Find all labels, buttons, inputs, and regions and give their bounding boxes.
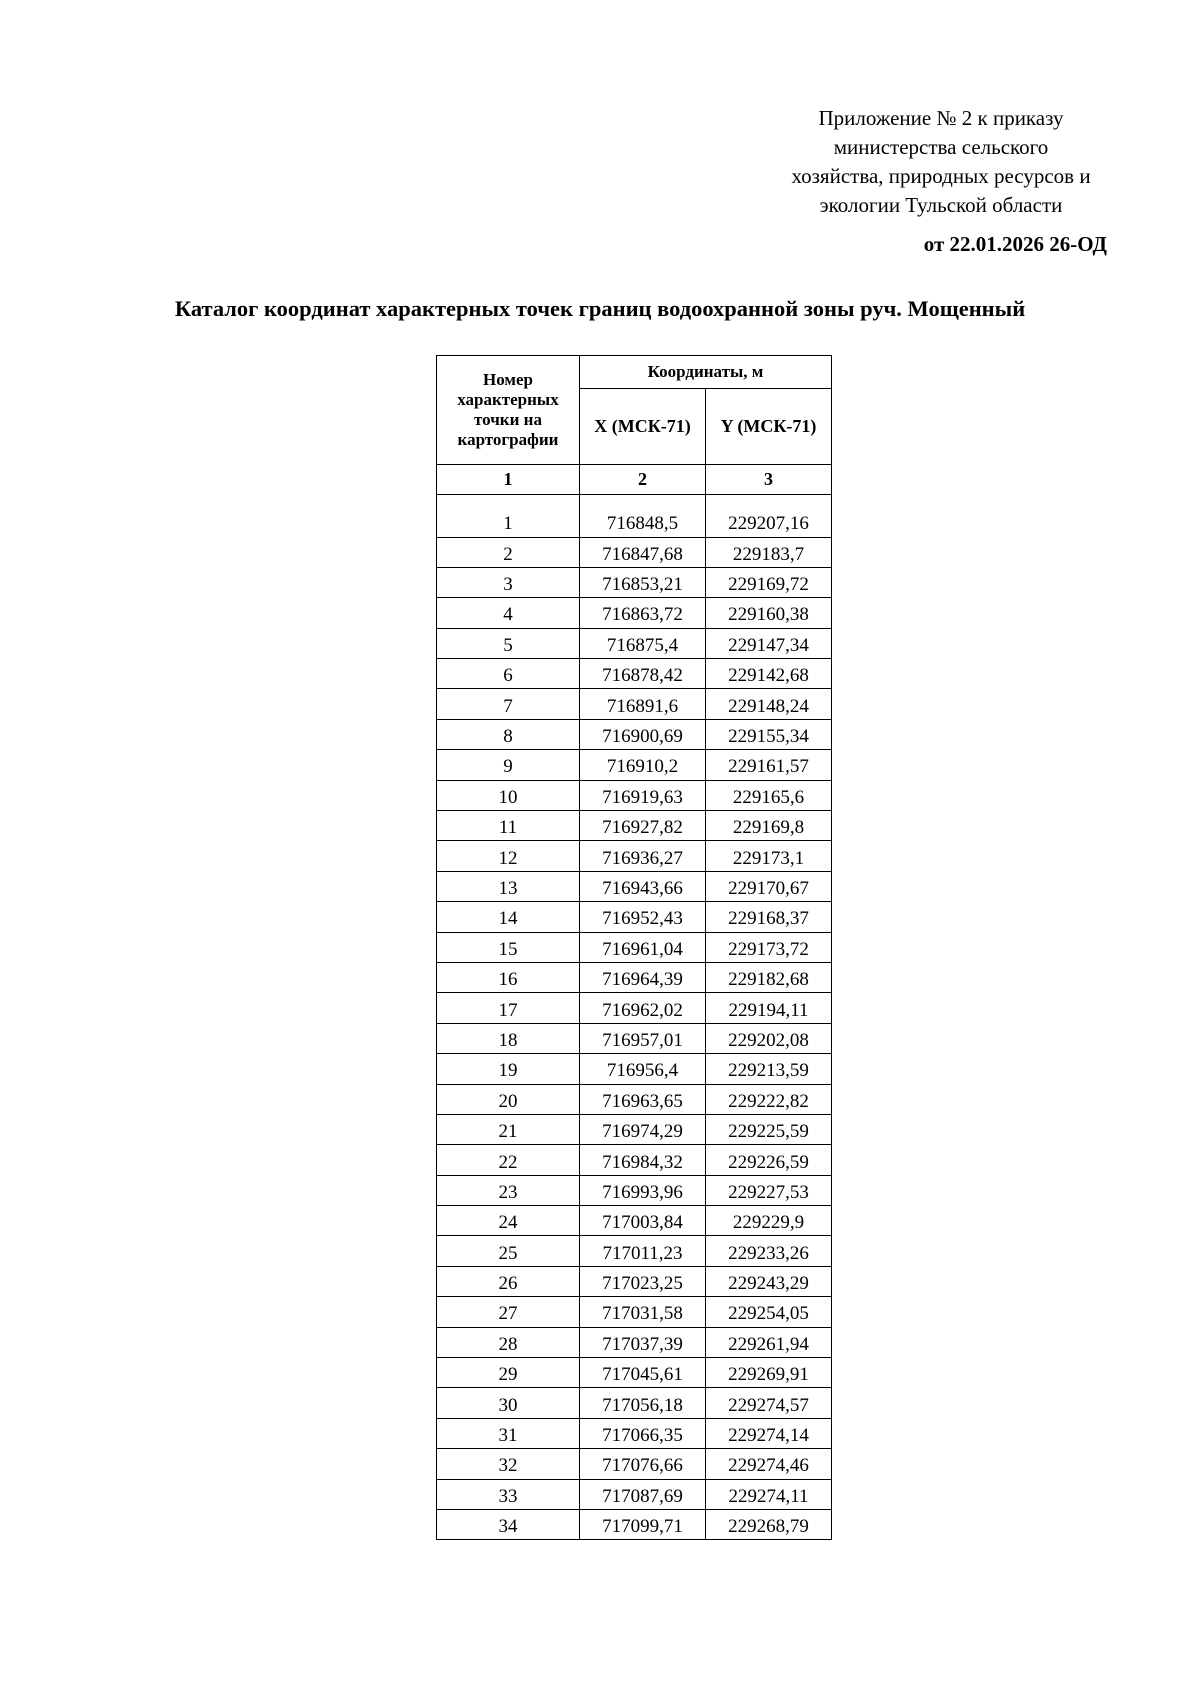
point-number-cell: 14: [437, 902, 580, 932]
point-number-cell: 5: [437, 628, 580, 658]
x-coordinate-cell: 717099,71: [580, 1510, 706, 1540]
point-number-cell: 20: [437, 1084, 580, 1114]
table-row: [437, 841, 832, 871]
point-number-cell: 26: [437, 1266, 580, 1296]
y-coordinate-cell: 229142,68: [706, 659, 832, 689]
x-coordinate-cell: 716957,01: [580, 1023, 706, 1053]
point-number-cell: 8: [437, 719, 580, 749]
y-coordinate-cell: 229147,34: [706, 628, 832, 658]
table-row: [437, 871, 832, 901]
y-coordinate-cell: 229173,1: [706, 841, 832, 871]
x-coordinate-cell: 717066,35: [580, 1418, 706, 1448]
y-coordinate-cell: 229268,79: [706, 1510, 832, 1540]
point-number-cell: 16: [437, 962, 580, 992]
y-coordinate-cell: 229269,91: [706, 1358, 832, 1388]
x-coordinate-cell: 716936,27: [580, 841, 706, 871]
x-coordinate-cell: 716943,66: [580, 871, 706, 901]
table-row: [437, 628, 832, 658]
y-coordinate-cell: 229148,24: [706, 689, 832, 719]
x-coordinate-cell: 717011,23: [580, 1236, 706, 1266]
spacer-cell: [437, 495, 580, 508]
y-coordinate-cell: 229243,29: [706, 1266, 832, 1296]
x-coordinate-cell: 716910,2: [580, 750, 706, 780]
table-row: [437, 1449, 832, 1479]
y-coordinate-cell: 229183,7: [706, 537, 832, 567]
point-number-header: Номер характерных точки на картографии: [437, 356, 580, 465]
point-number-cell: 27: [437, 1297, 580, 1327]
table-row: [437, 1388, 832, 1418]
x-coordinate-cell: 716964,39: [580, 962, 706, 992]
x-coordinate-cell: 716848,5: [580, 507, 706, 537]
point-number-cell: 3: [437, 567, 580, 597]
column-number: 3: [706, 465, 832, 495]
y-coordinate-cell: 229194,11: [706, 993, 832, 1023]
table-row: [437, 780, 832, 810]
x-coordinate-cell: 716952,43: [580, 902, 706, 932]
table-row: [437, 1297, 832, 1327]
x-coordinate-cell: 716878,42: [580, 659, 706, 689]
table-row: [437, 811, 832, 841]
table-row: [437, 719, 832, 749]
y-coordinate-cell: 229169,8: [706, 811, 832, 841]
table-row: [437, 598, 832, 628]
y-coordinate-cell: 229227,53: [706, 1175, 832, 1205]
table-row: [437, 689, 832, 719]
x-coordinate-cell: 716891,6: [580, 689, 706, 719]
table-row: [437, 1145, 832, 1175]
y-coordinate-cell: 229155,34: [706, 719, 832, 749]
appendix-line: Приложение № 2 к приказу: [818, 106, 1064, 130]
y-coordinate-cell: 229229,9: [706, 1206, 832, 1236]
x-coordinate-cell: 716919,63: [580, 780, 706, 810]
point-number-cell: 2: [437, 537, 580, 567]
table-row: [437, 537, 832, 567]
y-coordinate-cell: 229261,94: [706, 1327, 832, 1357]
x-coordinate-cell: 717037,39: [580, 1327, 706, 1357]
y-coordinate-cell: 229233,26: [706, 1236, 832, 1266]
table-row: [437, 1236, 832, 1266]
point-number-cell: 29: [437, 1358, 580, 1388]
table-row: [437, 1479, 832, 1509]
point-number-cell: 30: [437, 1388, 580, 1418]
x-coordinate-cell: 716927,82: [580, 811, 706, 841]
table-row: [437, 993, 832, 1023]
table-row: [437, 659, 832, 689]
point-number-cell: 33: [437, 1479, 580, 1509]
y-coordinate-cell: 229274,11: [706, 1479, 832, 1509]
table-row: [437, 1206, 832, 1236]
point-number-cell: 19: [437, 1054, 580, 1084]
point-number-cell: 7: [437, 689, 580, 719]
y-coordinate-cell: 229274,57: [706, 1388, 832, 1418]
point-number-cell: 15: [437, 932, 580, 962]
y-coordinate-cell: 229254,05: [706, 1297, 832, 1327]
point-number-cell: 6: [437, 659, 580, 689]
y-coordinate-cell: 229170,67: [706, 871, 832, 901]
table-row: [437, 1266, 832, 1296]
appendix-line: экологии Тульской области: [819, 193, 1063, 217]
y-column-header: Y (МСК-71): [706, 389, 832, 465]
y-coordinate-cell: 229173,72: [706, 932, 832, 962]
y-coordinate-cell: 229160,38: [706, 598, 832, 628]
x-coordinate-cell: 716956,4: [580, 1054, 706, 1084]
point-number-cell: 12: [437, 841, 580, 871]
x-coordinate-cell: 716963,65: [580, 1084, 706, 1114]
x-coordinate-cell: 716863,72: [580, 598, 706, 628]
point-number-cell: 24: [437, 1206, 580, 1236]
y-coordinate-cell: 229222,82: [706, 1084, 832, 1114]
coordinates-table: [436, 355, 832, 1540]
table-row: [437, 567, 832, 597]
point-number-cell: 34: [437, 1510, 580, 1540]
y-coordinate-cell: 229226,59: [706, 1145, 832, 1175]
x-coordinate-cell: 716875,4: [580, 628, 706, 658]
point-number-cell: 32: [437, 1449, 580, 1479]
y-coordinate-cell: 229182,68: [706, 962, 832, 992]
table-row: [437, 932, 832, 962]
x-coordinate-cell: 717031,58: [580, 1297, 706, 1327]
table-row: [437, 902, 832, 932]
point-number-cell: 17: [437, 993, 580, 1023]
point-number-cell: 28: [437, 1327, 580, 1357]
table-row: [437, 962, 832, 992]
point-number-cell: 21: [437, 1114, 580, 1144]
table-row: [437, 1175, 832, 1205]
table-row: [437, 1114, 832, 1144]
point-number-cell: 4: [437, 598, 580, 628]
table-body: [437, 495, 832, 1540]
appendix-line: хозяйства, природных ресурсов и: [791, 164, 1091, 188]
x-coordinate-cell: 716974,29: [580, 1114, 706, 1144]
table-header-row: [437, 356, 832, 389]
table-row: [437, 1327, 832, 1357]
x-column-header: X (МСК-71): [580, 389, 706, 465]
spacer-cell: [706, 495, 832, 508]
point-number-cell: 22: [437, 1145, 580, 1175]
point-number-cell: 18: [437, 1023, 580, 1053]
table-row: [437, 1418, 832, 1448]
y-coordinate-cell: 229207,16: [706, 507, 832, 537]
x-coordinate-cell: 716962,02: [580, 993, 706, 1023]
point-number-cell: 13: [437, 871, 580, 901]
x-coordinate-cell: 717056,18: [580, 1388, 706, 1418]
column-number: 1: [437, 465, 580, 495]
column-number-row: [437, 465, 832, 495]
point-number-cell: 11: [437, 811, 580, 841]
table-row: [437, 1054, 832, 1084]
y-coordinate-cell: 229202,08: [706, 1023, 832, 1053]
appendix-note: [760, 104, 1122, 220]
y-coordinate-cell: 229274,46: [706, 1449, 832, 1479]
document-title: Каталог координат характерных точек границ водоохранной зоны руч. Мощенный: [174, 296, 1026, 321]
x-coordinate-cell: 717003,84: [580, 1206, 706, 1236]
y-coordinate-cell: 229161,57: [706, 750, 832, 780]
spacer-cell: [580, 495, 706, 508]
x-coordinate-cell: 716961,04: [580, 932, 706, 962]
table-row: [437, 750, 832, 780]
coordinates-header: Координаты, м: [580, 356, 832, 389]
x-coordinate-cell: 717045,61: [580, 1358, 706, 1388]
point-number-cell: 31: [437, 1418, 580, 1448]
table-row: [437, 1510, 832, 1540]
y-coordinate-cell: 229213,59: [706, 1054, 832, 1084]
table-row: [437, 507, 832, 537]
y-coordinate-cell: 229165,6: [706, 780, 832, 810]
x-coordinate-cell: 716847,68: [580, 537, 706, 567]
table-row: [437, 1023, 832, 1053]
table-row: [437, 1084, 832, 1114]
point-number-cell: 25: [437, 1236, 580, 1266]
column-number: 2: [580, 465, 706, 495]
y-coordinate-cell: 229274,14: [706, 1418, 832, 1448]
table-row: [437, 1358, 832, 1388]
y-coordinate-cell: 229225,59: [706, 1114, 832, 1144]
point-number-cell: 23: [437, 1175, 580, 1205]
x-coordinate-cell: 716853,21: [580, 567, 706, 597]
x-coordinate-cell: 716984,32: [580, 1145, 706, 1175]
x-coordinate-cell: 716993,96: [580, 1175, 706, 1205]
y-coordinate-cell: 229169,72: [706, 567, 832, 597]
appendix-line: министерства сельского: [833, 135, 1049, 159]
point-number-cell: 1: [437, 507, 580, 537]
order-reference: от 22.01.2026 26-ОД: [923, 232, 1107, 256]
x-coordinate-cell: 716900,69: [580, 719, 706, 749]
x-coordinate-cell: 717023,25: [580, 1266, 706, 1296]
y-coordinate-cell: 229168,37: [706, 902, 832, 932]
x-coordinate-cell: 717087,69: [580, 1479, 706, 1509]
point-number-cell: 10: [437, 780, 580, 810]
x-coordinate-cell: 717076,66: [580, 1449, 706, 1479]
table-spacer-row: [437, 495, 832, 508]
point-number-cell: 9: [437, 750, 580, 780]
